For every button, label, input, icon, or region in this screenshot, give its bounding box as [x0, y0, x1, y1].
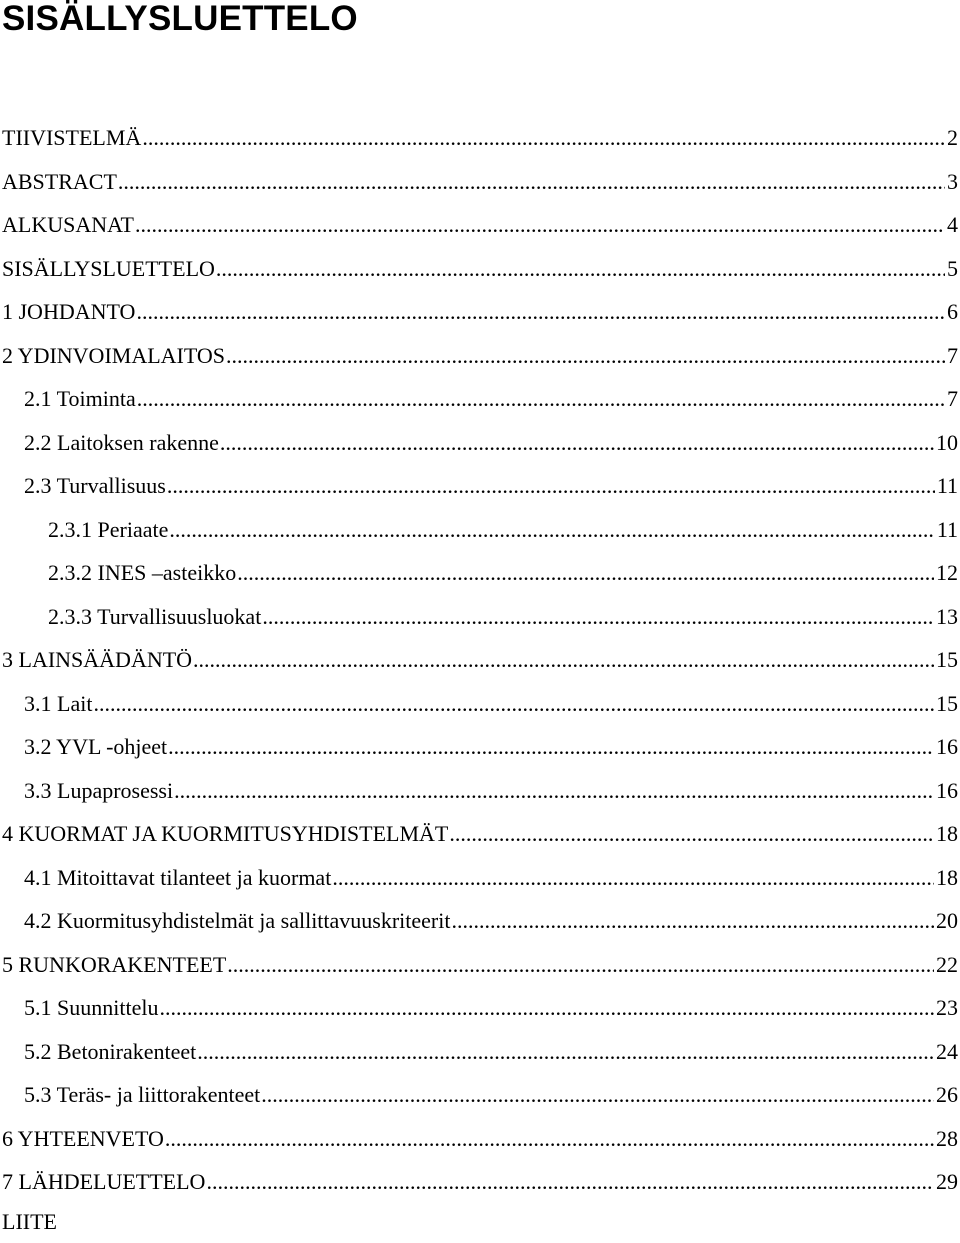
dot-leader	[332, 856, 934, 900]
toc-entry-title: 6 YHTEENVETO	[2, 1125, 164, 1151]
toc-entry-page-number: 15	[936, 690, 958, 716]
toc-entry-page-number: 2	[947, 125, 958, 150]
appendix-heading: LIITE	[2, 1209, 57, 1234]
toc-entry[interactable]	[0, 986, 960, 1030]
dot-leader	[220, 421, 934, 465]
toc-entry[interactable]	[0, 899, 960, 943]
dot-leader	[226, 334, 945, 378]
dot-leader	[174, 769, 934, 813]
toc-entry[interactable]	[0, 377, 960, 421]
toc-entry-title: 2.2 Laitoksen rakenne	[24, 429, 219, 455]
toc-entry-title: 5 RUNKORAKENTEET	[2, 951, 227, 977]
toc-entry-title: 3.3 Lupaprosessi	[24, 777, 174, 803]
toc-entry-page-number: 23	[936, 995, 958, 1020]
toc-entry-title: 4.2 Kuormitusyhdistelmät ja sallittavuuskriteerit	[24, 908, 451, 933]
dot-leader	[93, 682, 934, 726]
toc-entry-title: ALKUSANAT	[2, 212, 134, 237]
toc-entry[interactable]	[0, 1117, 960, 1161]
toc-entry-page-number: 3	[947, 168, 958, 194]
toc-entry[interactable]	[0, 247, 960, 291]
dot-leader	[193, 638, 934, 682]
toc-entry-title: SISÄLLYSLUETTELO	[2, 255, 215, 281]
toc-entry-page-number: 11	[936, 516, 958, 542]
toc-entry[interactable]	[0, 1073, 960, 1117]
dot-leader	[237, 551, 934, 595]
toc-entry[interactable]	[0, 290, 960, 334]
dot-leader	[262, 595, 934, 639]
toc-entry-title: 3.1 Lait	[24, 690, 93, 716]
dot-leader	[136, 290, 945, 334]
dot-leader	[261, 1073, 934, 1117]
toc-entry-page-number: 12	[936, 560, 958, 585]
toc-entry[interactable]	[0, 725, 960, 769]
toc-entry-title: 5.2 Betonirakenteet	[24, 1038, 197, 1064]
toc-entry[interactable]	[0, 203, 960, 247]
toc-entry-page-number: 28	[936, 1125, 958, 1151]
toc-entry[interactable]	[0, 551, 960, 595]
dot-leader	[135, 203, 945, 247]
dot-leader	[118, 160, 945, 204]
toc-entry-page-number: 26	[936, 1082, 958, 1107]
toc-entry[interactable]	[0, 160, 960, 204]
toc-entry-title: 4.1 Mitoittavat tilanteet ja kuormat	[24, 864, 332, 890]
dot-leader	[137, 377, 945, 421]
toc-entry-page-number: 24	[936, 1038, 958, 1064]
toc-entry-page-number: 4	[947, 212, 958, 237]
toc-entry[interactable]	[0, 1160, 960, 1204]
toc-entry[interactable]	[0, 595, 960, 639]
toc-entry-page-number: 18	[936, 821, 958, 846]
dot-leader	[159, 986, 934, 1030]
toc-entry-page-number: 7	[947, 386, 958, 411]
dot-leader	[449, 812, 934, 856]
toc-entry[interactable]	[0, 464, 960, 508]
toc-entry-page-number: 15	[936, 647, 958, 672]
toc-entry-page-number: 29	[936, 1169, 958, 1194]
dot-leader	[142, 116, 945, 160]
toc-entry-title: 5.3 Teräs- ja liittorakenteet	[24, 1082, 261, 1107]
dot-leader	[165, 1117, 934, 1161]
dot-leader	[206, 1160, 934, 1204]
toc-entry[interactable]	[0, 508, 960, 552]
toc-entry-page-number: 6	[947, 299, 958, 324]
toc-entry-title: 2.3.2 INES –asteikko	[48, 560, 237, 585]
table-of-contents	[0, 116, 960, 1204]
toc-entry-page-number: 20	[936, 908, 958, 933]
toc-entry-title: 4 KUORMAT JA KUORMITUSYHDISTELMÄT	[2, 821, 449, 846]
toc-entry-page-number: 11	[936, 473, 958, 498]
toc-entry-title: 2.3.1 Periaate	[48, 516, 169, 542]
toc-entry-title: 1 JOHDANTO	[2, 299, 136, 324]
toc-entry-title: TIIVISTELMÄ	[2, 125, 142, 150]
toc-entry[interactable]	[0, 421, 960, 465]
dot-leader	[168, 725, 934, 769]
toc-entry-title: ABSTRACT	[2, 168, 117, 194]
toc-entry-title: 5.1 Suunnittelu	[24, 995, 159, 1020]
toc-entry[interactable]	[0, 769, 960, 813]
dot-leader	[227, 943, 934, 987]
dot-leader	[216, 247, 945, 291]
toc-entry-title: 3 LAINSÄÄDÄNTÖ	[2, 647, 193, 672]
toc-entry-page-number: 13	[936, 603, 958, 629]
toc-entry-title: 3.2 YVL -ohjeet	[24, 734, 168, 759]
toc-entry-page-number: 10	[936, 429, 958, 455]
toc-entry-page-number: 16	[936, 734, 958, 759]
toc-entry-title: 7 LÄHDELUETTELO	[2, 1169, 206, 1194]
toc-entry-page-number: 18	[936, 864, 958, 890]
toc-entry-title: 2.3 Turvallisuus	[24, 473, 166, 498]
toc-entry[interactable]	[0, 812, 960, 856]
toc-entry-page-number: 16	[936, 777, 958, 803]
dot-leader	[197, 1030, 934, 1074]
toc-entry[interactable]	[0, 1030, 960, 1074]
toc-entry[interactable]	[0, 116, 960, 160]
dot-leader	[169, 508, 934, 552]
toc-entry-page-number: 5	[947, 255, 958, 281]
dot-leader	[167, 464, 935, 508]
toc-entry-title: 2 YDINVOIMALAITOS	[2, 342, 226, 368]
toc-entry[interactable]	[0, 943, 960, 987]
toc-entry-page-number: 22	[936, 951, 958, 977]
toc-entry-title: 2.3.3 Turvallisuusluokat	[48, 603, 262, 629]
toc-entry[interactable]	[0, 682, 960, 726]
toc-entry[interactable]	[0, 856, 960, 900]
dot-leader	[452, 899, 935, 943]
toc-entry[interactable]	[0, 334, 960, 378]
page-title: SISÄLLYSLUETTELO	[2, 0, 358, 38]
toc-entry-title: 2.1 Toiminta	[24, 386, 136, 411]
toc-entry[interactable]	[0, 638, 960, 682]
toc-entry-page-number: 7	[947, 342, 958, 368]
